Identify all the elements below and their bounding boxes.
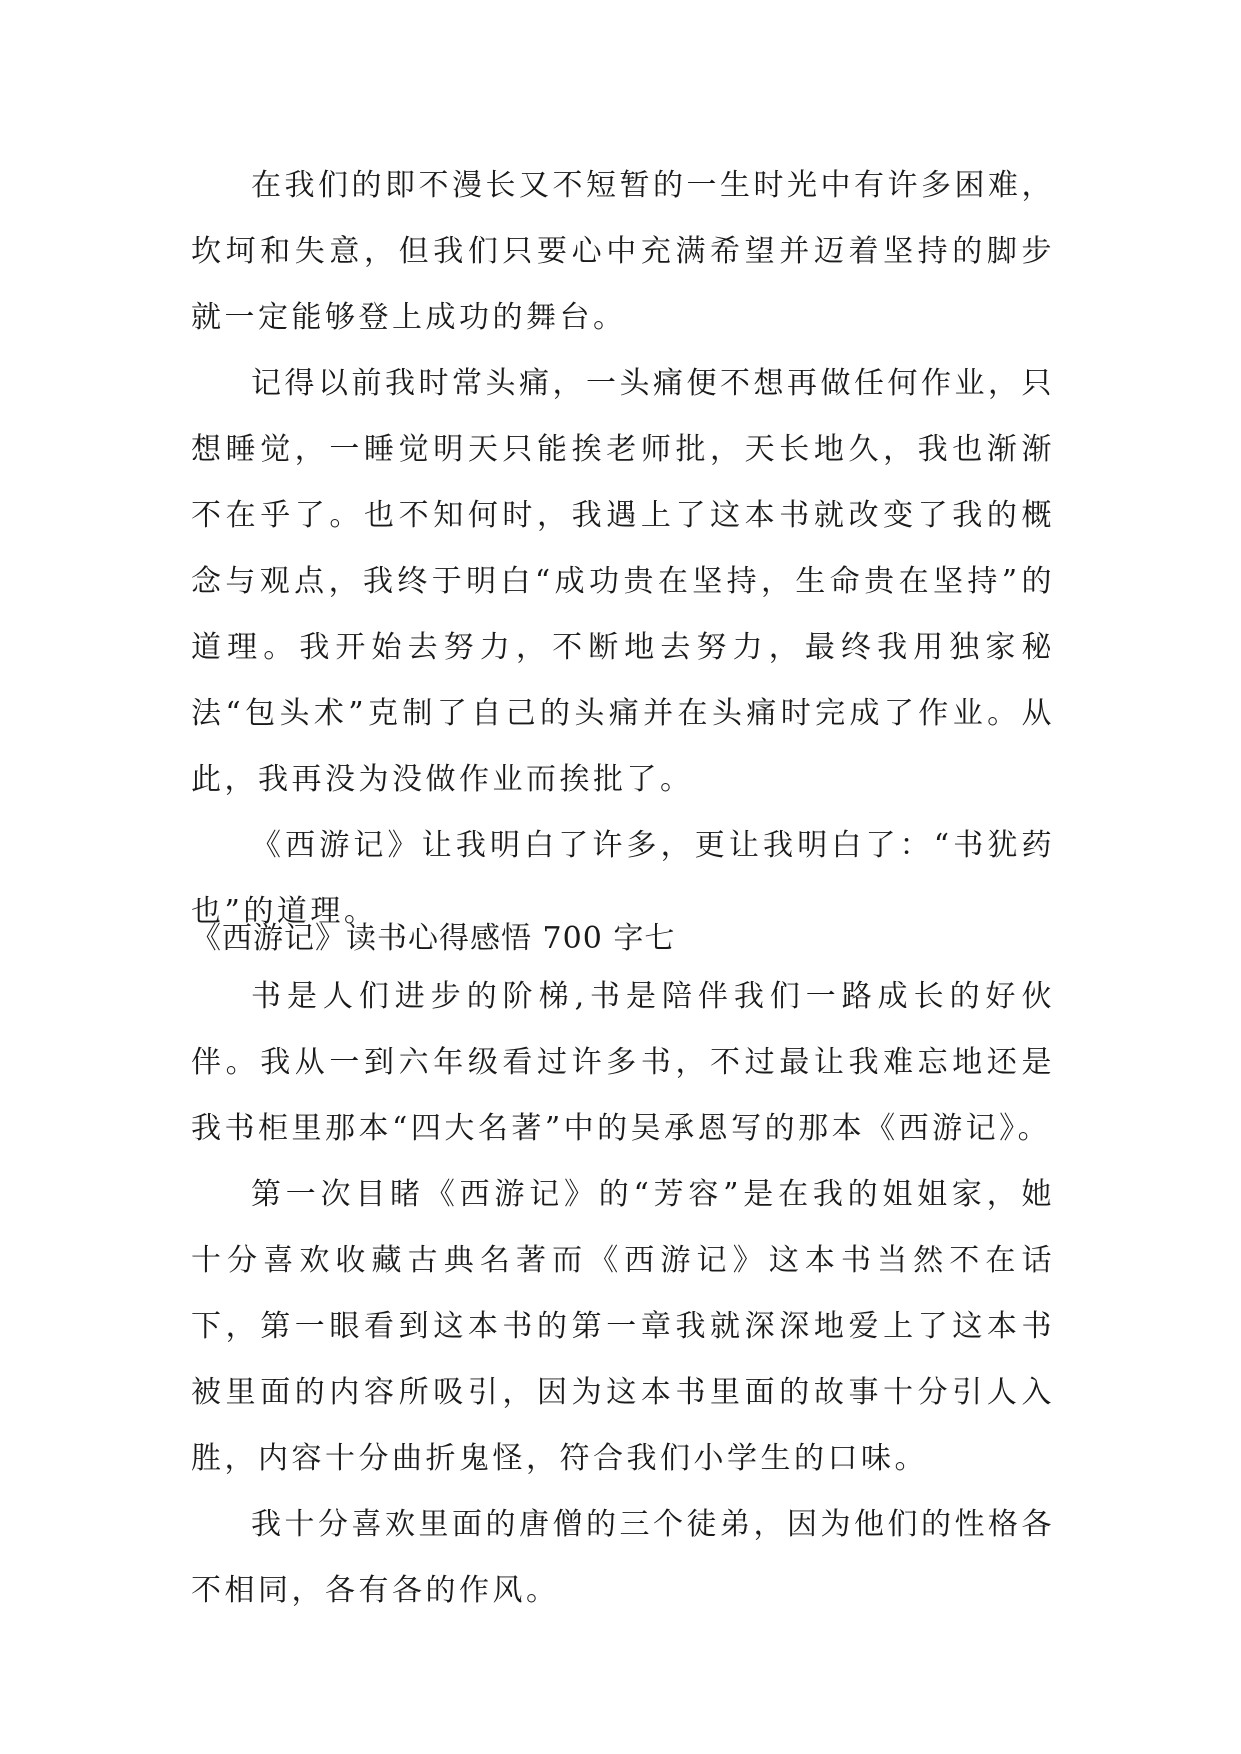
paragraph-conclusion: 《西游记》让我明白了许多，更让我明白了：“书犹药也”的道理。 — [191, 828, 1055, 929]
paragraph-hope-perseverance: 在我们的即不漫长又不短暂的一生时光中有许多困难，坎坷和失意，但我们只要心中充满希望并迈着坚持的脚步就一定能够登上成功的舞台。 — [191, 168, 1055, 335]
essay-body-part-two — [191, 964, 1055, 1624]
paragraph-headache-story: 记得以前我时常头痛，一头痛便不想再做任何作业，只想睡觉，一睡觉明天只能挨老师批，天长地久，我也渐渐不在乎了。也不知何时，我遇上了这本书就改变了我的概念与观点，我终于明白“成功贵在坚持，生命贵在坚持”的道理。我开始去努力，不断地去努力，最终我用独家秘法“包头术”克制了自己的头痛并在头痛时完成了作业。从此，我再没为没做作业而挨批了。 — [191, 366, 1055, 797]
section-heading: 《西游记》读书心得感悟 700 字七 — [191, 921, 676, 956]
essay-body-part-one — [191, 153, 1055, 945]
paragraph-books-ladder: 书是人们进步的阶梯,书是陪伴我们一路成长的好伙伴。我从一到六年级看过许多书，不过最让我难忘地还是我书柜里那本“四大名著”中的吴承恩写的那本《西游记》。 — [191, 979, 1055, 1146]
paragraph-three-disciples: 我十分喜欢里面的唐僧的三个徒弟，因为他们的性格各不相同，各有各的作风。 — [191, 1507, 1055, 1608]
paragraph-first-encounter: 第一次目睹《西游记》的“芳容”是在我的姐姐家，她十分喜欢收藏古典名著而《西游记》这本书当然不在话下，第一眼看到这本书的第一章我就深深地爱上了这本书被里面的内容所吸引，因为这本书里面的故事十分引人入胜，内容十分曲折鬼怪，符合我们小学生的口味。 — [191, 1177, 1055, 1476]
